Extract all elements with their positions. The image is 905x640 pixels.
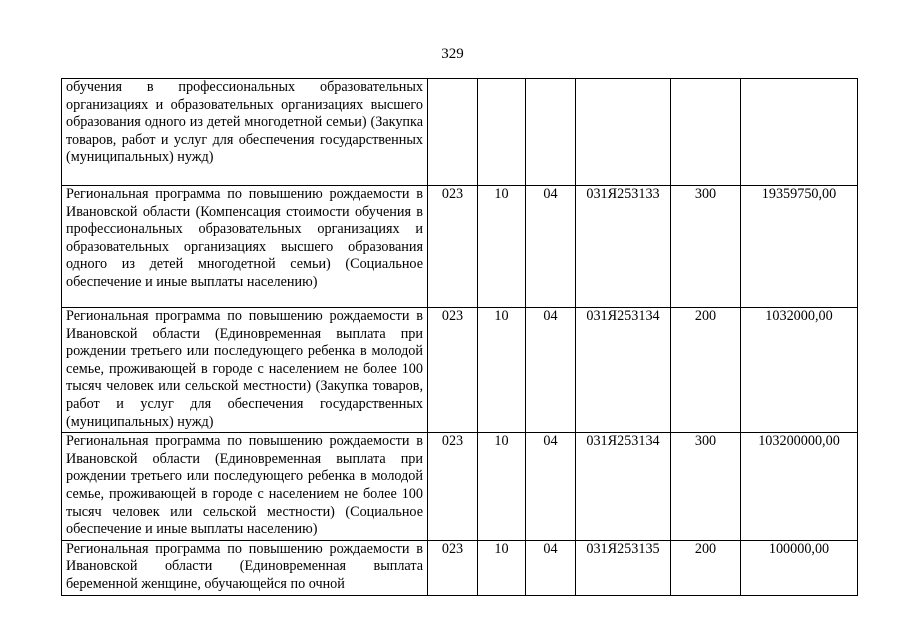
row-description: Региональная программа по повышению рождаемости в Ивановской области (Единовременная выплата беременной женщине, обучающейся по очной xyxy=(62,540,428,595)
row-grbs: 023 xyxy=(428,308,478,433)
row-expense-type: 300 xyxy=(671,433,741,541)
table-row xyxy=(62,308,858,433)
row-description: Региональная программа по повышению рождаемости в Ивановской области (Единовременная выплата при рождении третьего или последующего ребенка в молодой семье, проживающей в городе с населением не более 100 тысяч человек или сельской местности) (Закупка товаров, работ и услуг для обеспечения государственных (муниципальных) нужд) xyxy=(62,308,428,433)
row-section: 10 xyxy=(478,433,526,541)
row-description: Региональная программа по повышению рождаемости в Ивановской области (Единовременная выплата при рождении третьего или последующего ребенка в молодой семье, проживающей в городе с населением не более 100 тысяч человек или сельской местности) (Социальное обеспечение и иные выплаты населению) xyxy=(62,433,428,541)
table-row xyxy=(62,79,858,186)
row-description: обучения в профессиональных образовательных организациях и образовательных организациях высшего образования одного из детей многодетной семьи) (Закупка товаров, работ и услуг для обеспечения государственных (муниципальных) нужд) xyxy=(62,79,428,186)
table-row xyxy=(62,186,858,308)
row-subsection xyxy=(526,79,576,186)
row-grbs: 023 xyxy=(428,540,478,595)
row-target-article: 031Я253133 xyxy=(576,186,671,308)
row-amount: 100000,00 xyxy=(741,540,858,595)
row-grbs: 023 xyxy=(428,433,478,541)
row-target-article xyxy=(576,79,671,186)
row-section: 10 xyxy=(478,186,526,308)
row-subsection: 04 xyxy=(526,308,576,433)
table-row xyxy=(62,540,858,595)
row-amount: 1032000,00 xyxy=(741,308,858,433)
row-amount xyxy=(741,79,858,186)
row-subsection: 04 xyxy=(526,186,576,308)
row-amount: 103200000,00 xyxy=(741,433,858,541)
row-amount: 19359750,00 xyxy=(741,186,858,308)
table-row xyxy=(62,433,858,541)
row-expense-type xyxy=(671,79,741,186)
row-grbs xyxy=(428,79,478,186)
row-section xyxy=(478,79,526,186)
row-subsection: 04 xyxy=(526,540,576,595)
row-section: 10 xyxy=(478,308,526,433)
row-expense-type: 200 xyxy=(671,308,741,433)
row-expense-type: 200 xyxy=(671,540,741,595)
row-grbs: 023 xyxy=(428,186,478,308)
row-target-article: 031Я253134 xyxy=(576,433,671,541)
page-number: 329 xyxy=(441,46,464,62)
row-target-article: 031Я253134 xyxy=(576,308,671,433)
row-target-article: 031Я253135 xyxy=(576,540,671,595)
row-section: 10 xyxy=(478,540,526,595)
budget-table xyxy=(61,78,858,596)
row-subsection: 04 xyxy=(526,433,576,541)
row-description: Региональная программа по повышению рождаемости в Ивановской области (Компенсация стоимости обучения в профессиональных образовательных организациях и образовательных организациях высшего образования одного из детей многодетной семьи) (Социальное обеспечение и иные выплаты населению) xyxy=(62,186,428,308)
row-expense-type: 300 xyxy=(671,186,741,308)
